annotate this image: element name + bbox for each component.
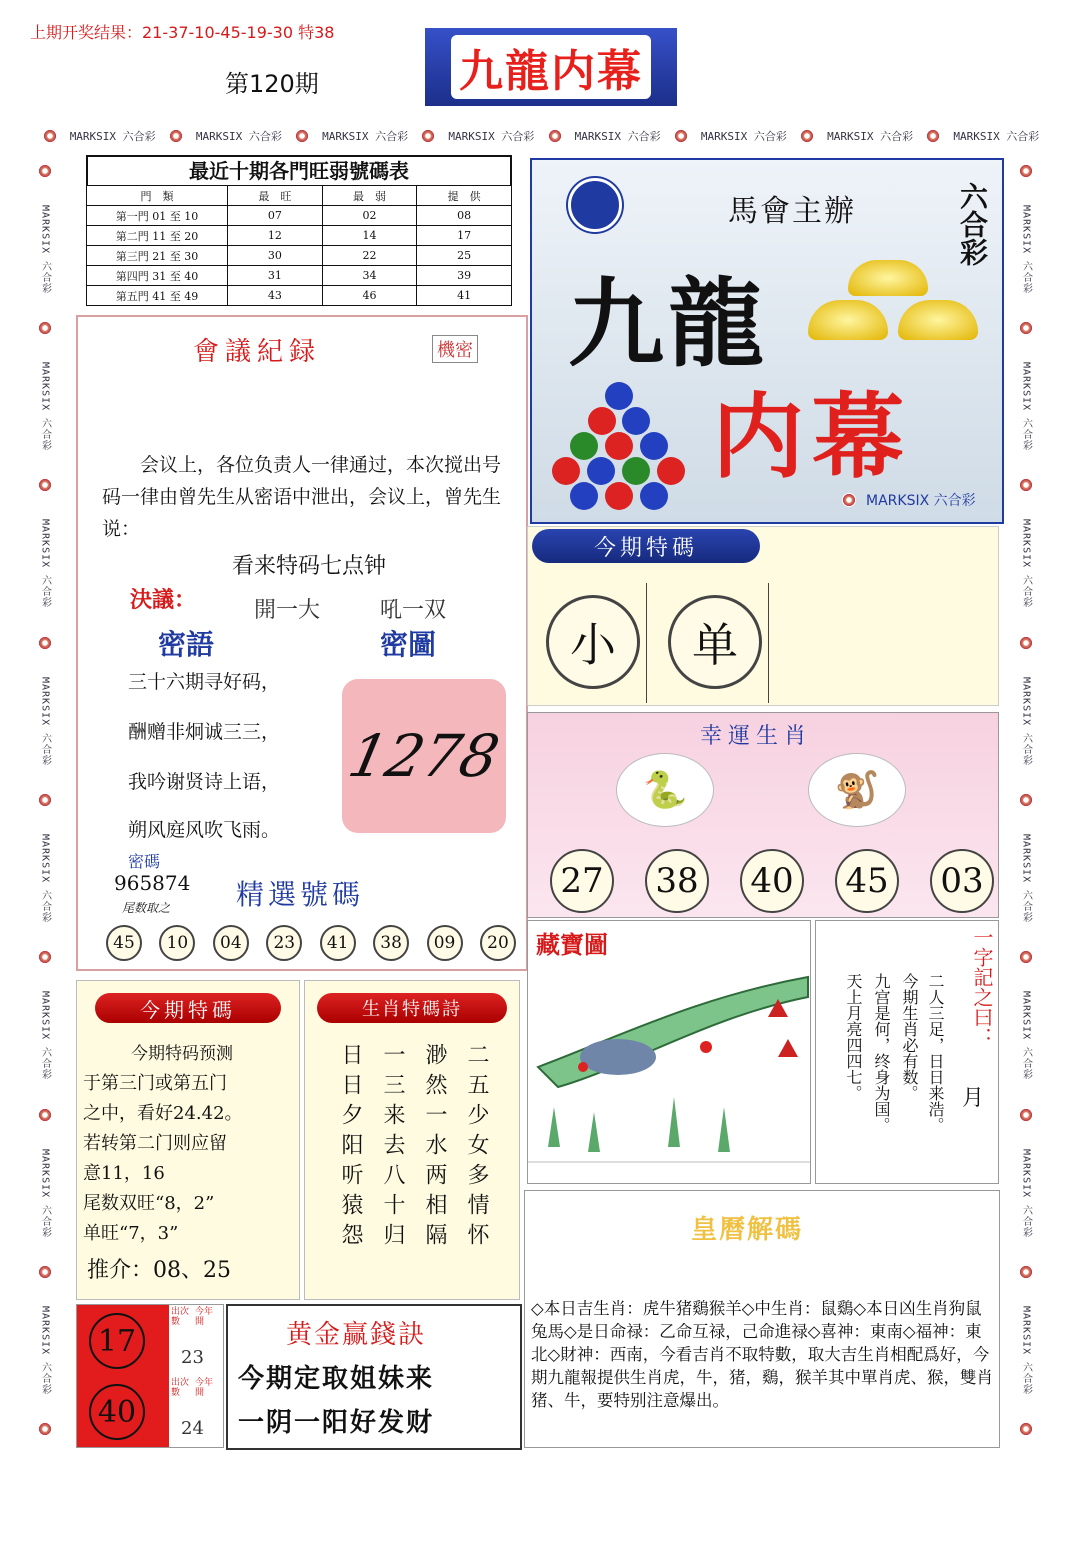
table-cell: 08 bbox=[417, 206, 512, 226]
one-word-answer: 月 bbox=[962, 1086, 985, 1111]
table-cell: 31 bbox=[228, 266, 323, 286]
monkey-icon: 🐒 bbox=[808, 753, 906, 827]
flower-icon bbox=[38, 1108, 52, 1122]
snake-icon: 🐍 bbox=[616, 753, 714, 827]
border-brand: MARKSIX 六合彩 bbox=[322, 130, 409, 143]
almanac-text: ◇本日吉生肖：虎牛猪鷄猴羊◇中生肖：鼠鷄◇本日凶生肖狗鼠兔馬◇是日命禄：乙命互禄，己命進禄◇喜神：東南◇福神：東北◇財神：西南，今看吉肖不取特數，取大吉生肖相配爲好，今期九龍報提供生肖虎，牛，猪，鷄，猴羊其中單肖虎、猴，雙肖猪、牛，要特别注意爆出。 bbox=[531, 1299, 993, 1410]
forecast-panel bbox=[76, 980, 300, 1300]
border-brand: MARKSIX 六合彩 bbox=[1020, 519, 1032, 609]
issue-number: 第120期 bbox=[225, 70, 319, 98]
poem-line: 我吟谢贤诗上语， bbox=[128, 771, 281, 793]
lucky-zodiac-panel bbox=[527, 712, 999, 918]
table-row bbox=[87, 246, 512, 266]
flower-icon bbox=[1019, 793, 1033, 807]
special-code-panel bbox=[527, 526, 999, 706]
strength-table-title: 最近十期各門旺弱號碼表 bbox=[86, 155, 512, 185]
lucky-number-ball: 27 bbox=[550, 849, 614, 913]
number-ball: 38 bbox=[373, 925, 409, 961]
left-border bbox=[32, 150, 58, 1450]
number-ball: 23 bbox=[266, 925, 302, 961]
border-brand: MARKSIX 六合彩 bbox=[39, 1306, 51, 1396]
table-cell: 第一門 01 至 10 bbox=[87, 206, 228, 226]
one-word-line: 二人三足，日日来浩。 bbox=[926, 973, 945, 1133]
forecast-line: 今期特码预测 bbox=[131, 1044, 233, 1064]
decision-2: 吼一双 bbox=[380, 598, 447, 623]
meeting-body: 会议上，各位负责人一律通过，本次搅出号码一律由曾先生从密语中泄出，会议上，曾先生说： bbox=[102, 454, 502, 540]
poem-column: 一三来去八十归 bbox=[380, 1043, 405, 1253]
divider bbox=[646, 583, 647, 703]
table-cell: 02 bbox=[322, 206, 417, 226]
flower-icon bbox=[38, 636, 52, 650]
top-border bbox=[34, 125, 1044, 147]
logo-text: 九龍内幕 bbox=[451, 35, 651, 99]
table-cell: 30 bbox=[228, 246, 323, 266]
forecast-line: 意11，16 bbox=[83, 1163, 165, 1184]
border-brand: MARKSIX 六合彩 bbox=[69, 130, 156, 143]
one-word-panel bbox=[815, 920, 999, 1184]
strength-table-box bbox=[86, 155, 512, 306]
one-word-label: 一字記之曰： bbox=[970, 927, 994, 1047]
draw-count: 24 bbox=[181, 1418, 204, 1439]
flower-icon bbox=[1019, 950, 1033, 964]
flower-icon bbox=[1019, 1265, 1033, 1279]
number-ball: 10 bbox=[159, 925, 195, 961]
strength-table bbox=[86, 185, 512, 306]
poster-title-2: 内幕 bbox=[712, 383, 913, 491]
border-brand: MARKSIX 六合彩 bbox=[1020, 362, 1032, 452]
poem-line: 朔风庭风吹飞雨。 bbox=[128, 819, 281, 841]
divider bbox=[768, 583, 769, 703]
border-brand: MARKSIX 六合彩 bbox=[1020, 1148, 1032, 1238]
forecast-line: 单旺“7，3” bbox=[83, 1223, 179, 1244]
flower-icon bbox=[1019, 164, 1033, 178]
flower-icon bbox=[169, 129, 183, 143]
flower-icon bbox=[295, 129, 309, 143]
table-cell: 第二門 11 至 20 bbox=[87, 226, 228, 246]
zodiac-poem-label: 生肖特碼詩 bbox=[317, 993, 507, 1023]
draw-count-panel bbox=[76, 1304, 224, 1448]
decision-label: 決議： bbox=[130, 587, 197, 613]
table-cell: 34 bbox=[322, 266, 417, 286]
one-word-line: 九宫是何，终身为国。 bbox=[872, 973, 891, 1133]
number-ball: 45 bbox=[106, 925, 142, 961]
gold-ingot-icon bbox=[808, 260, 978, 360]
flower-icon bbox=[1019, 478, 1033, 492]
table-row bbox=[87, 226, 512, 246]
flower-icon bbox=[38, 321, 52, 335]
table-header: 門 類 bbox=[87, 186, 228, 206]
poster bbox=[530, 158, 1004, 524]
table-header: 最 弱 bbox=[322, 186, 417, 206]
poem-column: 渺然一水两相隔 bbox=[422, 1043, 447, 1253]
flower-icon bbox=[38, 793, 52, 807]
border-brand: MARKSIX 六合彩 bbox=[1020, 991, 1032, 1081]
lucky-number-ball: 03 bbox=[930, 849, 994, 913]
gold-tip-line-2: 一阴一阳好发财 bbox=[238, 1408, 435, 1438]
border-brand: MARKSIX 六合彩 bbox=[39, 362, 51, 452]
forecast-recommend: 推介：08、25 bbox=[87, 1258, 231, 1283]
border-brand: MARKSIX 六合彩 bbox=[195, 130, 282, 143]
forecast-line: 尾数双旺“8，2” bbox=[83, 1193, 215, 1214]
poster-title-1: 九龍 bbox=[568, 267, 768, 380]
table-header-row bbox=[87, 186, 512, 206]
code-note: 尾数取之 bbox=[122, 901, 171, 915]
forecast-line: 于第三门或第五门 bbox=[83, 1073, 227, 1094]
lucky-number-ball: 38 bbox=[645, 849, 709, 913]
meeting-panel bbox=[76, 315, 528, 971]
table-cell: 第五門 41 至 49 bbox=[87, 286, 228, 306]
treasure-label: 藏寶圖 bbox=[536, 930, 608, 959]
secret-words-label: 密語 bbox=[158, 628, 215, 661]
meeting-title: 會議紀録 bbox=[193, 337, 322, 367]
jockey-club-icon bbox=[568, 178, 622, 232]
draw-count-label-2: 今年開 bbox=[195, 1378, 214, 1398]
almanac-panel bbox=[524, 1190, 1000, 1448]
draw-count-label: 出次數 bbox=[171, 1378, 190, 1398]
draw-count: 23 bbox=[181, 1347, 204, 1368]
picks-row bbox=[106, 925, 516, 961]
table-cell: 43 bbox=[228, 286, 323, 306]
table-cell: 14 bbox=[322, 226, 417, 246]
flower-icon bbox=[842, 493, 856, 507]
poem-line: 酬赠非炯诚三三， bbox=[128, 721, 281, 743]
lottery-balls-icon bbox=[544, 366, 694, 516]
gold-tip-title: 黄金赢錢訣 bbox=[286, 1320, 427, 1350]
gold-tip-line-1: 今期定取姐妹来 bbox=[238, 1364, 435, 1394]
border-brand: MARKSIX 六合彩 bbox=[953, 130, 1040, 143]
flower-icon bbox=[548, 129, 562, 143]
border-brand: MARKSIX 六合彩 bbox=[574, 130, 661, 143]
draw-row bbox=[77, 1376, 223, 1447]
forecast-line: 若转第二门则应留 bbox=[83, 1133, 227, 1154]
border-brand: MARKSIX 六合彩 bbox=[1020, 204, 1032, 294]
border-brand: MARKSIX 六合彩 bbox=[448, 130, 535, 143]
flower-icon bbox=[1019, 636, 1033, 650]
code-value: 965874 bbox=[114, 871, 191, 895]
table-cell: 22 bbox=[322, 246, 417, 266]
lucky-zodiac-label: 幸運生肖 bbox=[700, 724, 813, 749]
draw-row bbox=[77, 1305, 223, 1376]
table-cell: 第四門 31 至 40 bbox=[87, 266, 228, 286]
number-ball: 41 bbox=[320, 925, 356, 961]
table-cell: 39 bbox=[417, 266, 512, 286]
border-brand: MARKSIX 六合彩 bbox=[39, 676, 51, 766]
decision-1: 開一大 bbox=[254, 598, 321, 623]
picks-label: 精選號碼 bbox=[236, 878, 365, 911]
last-result: 上期开奖结果：21-37-10-45-19-30 特38 bbox=[30, 23, 335, 42]
code-label: 密碼 bbox=[128, 852, 161, 871]
treasure-illustration bbox=[528, 957, 810, 1183]
table-cell: 17 bbox=[417, 226, 512, 246]
flower-icon bbox=[800, 129, 814, 143]
gold-tip-panel bbox=[226, 1304, 522, 1450]
number-ball: 04 bbox=[213, 925, 249, 961]
flower-icon bbox=[38, 164, 52, 178]
flower-icon bbox=[421, 129, 435, 143]
table-row bbox=[87, 266, 512, 286]
border-brand: MARKSIX 六合彩 bbox=[39, 204, 51, 294]
poster-sponsor: 馬會主辦 bbox=[728, 194, 856, 229]
poem-column: 二五少女多情怀 bbox=[464, 1043, 489, 1253]
meeting-quote: 看来特码七点钟 bbox=[232, 554, 387, 579]
table-cell: 第三門 21 至 30 bbox=[87, 246, 228, 266]
lucky-numbers bbox=[550, 849, 994, 913]
number-ball: 20 bbox=[480, 925, 516, 961]
one-word-line: 今期生肖必有数。 bbox=[900, 973, 919, 1101]
table-row bbox=[87, 206, 512, 226]
one-word-line: 天上月亮四四七。 bbox=[844, 973, 863, 1101]
flower-icon bbox=[1019, 321, 1033, 335]
border-brand: MARKSIX 六合彩 bbox=[700, 130, 787, 143]
flower-icon bbox=[38, 478, 52, 492]
flower-icon bbox=[674, 129, 688, 143]
lucky-number-ball: 45 bbox=[835, 849, 899, 913]
lucky-number-ball: 40 bbox=[740, 849, 804, 913]
draw-count-label: 出次數 bbox=[171, 1307, 190, 1327]
table-cell: 12 bbox=[228, 226, 323, 246]
draw-number: 17 bbox=[89, 1313, 145, 1369]
table-header: 提 供 bbox=[417, 186, 512, 206]
table-header: 最 旺 bbox=[228, 186, 323, 206]
table-cell: 46 bbox=[322, 286, 417, 306]
border-brand: MARKSIX 六合彩 bbox=[827, 130, 914, 143]
border-brand: MARKSIX 六合彩 bbox=[39, 991, 51, 1081]
right-border bbox=[1012, 150, 1040, 1450]
flower-icon bbox=[1019, 1422, 1033, 1436]
table-cell: 25 bbox=[417, 246, 512, 266]
flower-icon bbox=[926, 129, 940, 143]
poem-column: 日日夕阳听猿怨 bbox=[338, 1043, 363, 1253]
border-brand: MARKSIX 六合彩 bbox=[1020, 834, 1032, 924]
flower-icon bbox=[38, 1265, 52, 1279]
secret-image-label: 密圖 bbox=[380, 628, 437, 661]
table-cell: 07 bbox=[228, 206, 323, 226]
poster-lottery: 六合彩 bbox=[956, 182, 989, 266]
border-brand: MARKSIX 六合彩 bbox=[39, 519, 51, 609]
table-cell: 41 bbox=[417, 286, 512, 306]
meeting-tag: 機密 bbox=[432, 335, 478, 363]
border-brand: MARKSIX 六合彩 bbox=[1020, 1306, 1032, 1396]
flower-icon bbox=[38, 1422, 52, 1436]
secret-image-box bbox=[342, 679, 506, 833]
number-ball: 09 bbox=[427, 925, 463, 961]
border-brand: MARKSIX 六合彩 bbox=[39, 1148, 51, 1238]
table-row bbox=[87, 286, 512, 306]
flower-icon bbox=[38, 950, 52, 964]
flower-icon bbox=[43, 129, 57, 143]
almanac-label: 皇曆解碼 bbox=[691, 1215, 804, 1245]
draw-count-label-2: 今年開 bbox=[195, 1307, 214, 1327]
forecast-line: 之中，看好24.42。 bbox=[83, 1103, 243, 1124]
poem-line: 三十六期寻好码， bbox=[128, 671, 281, 693]
poster-brand bbox=[838, 490, 976, 510]
special-code-ball: 单 bbox=[668, 595, 762, 689]
poster-brand-text: MARKSIX 六合彩 bbox=[866, 493, 976, 509]
flower-icon bbox=[1019, 1108, 1033, 1122]
handwritten-number: 1278 bbox=[342, 722, 506, 790]
draw-number: 40 bbox=[89, 1384, 145, 1440]
border-brand: MARKSIX 六合彩 bbox=[1020, 676, 1032, 766]
zodiac-poem-panel bbox=[304, 980, 520, 1300]
special-code-ball: 小 bbox=[546, 595, 640, 689]
border-brand: MARKSIX 六合彩 bbox=[39, 834, 51, 924]
special-code-values bbox=[546, 595, 762, 689]
header-logo bbox=[425, 28, 677, 106]
forecast-label: 今期特碼 bbox=[95, 993, 281, 1023]
treasure-panel bbox=[527, 920, 811, 1184]
special-code-label: 今期特碼 bbox=[532, 529, 760, 563]
